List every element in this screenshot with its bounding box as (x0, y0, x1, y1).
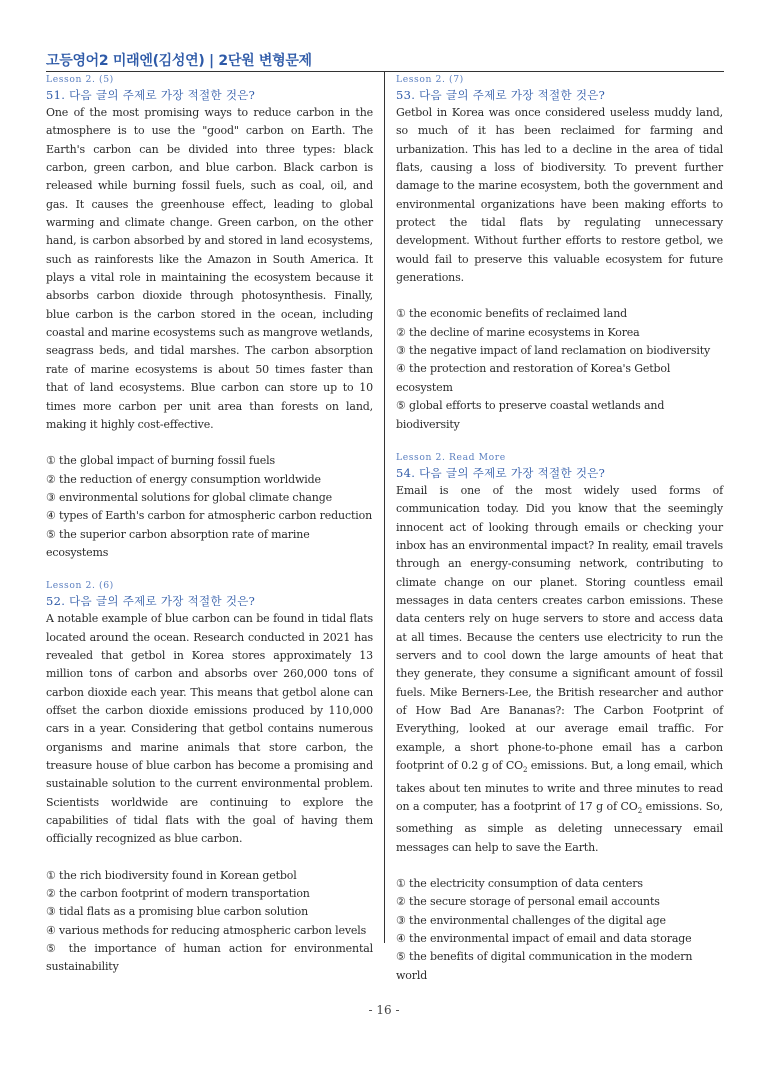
answer-options (396, 875, 723, 985)
passage: Getbol in Korea was once considered useless muddy land, so much of it has been reclaimed for farming and urbanization. This has led to a decline in the area of tidal flats, causing a loss of biodiversity. To prevent further damage to the marine ecosystem, both the government and environmental organizations have been making efforts to protect the tidal flats by regulating unnecessary development. Without further efforts to restore getbol, we would fail to preserve this valuable ecosystem for future generations. (396, 106, 723, 285)
option-2: ② the reduction of energy consumption worldwide (46, 472, 321, 486)
question-title: 51. 다음 글의 주제로 가장 적절한 것은? (46, 88, 256, 102)
option-2: ② the carbon footprint of modern transportation (46, 887, 310, 901)
header-rule (46, 71, 724, 72)
answer-options (46, 452, 373, 562)
option-1: ① the economic benefits of reclaimed land (396, 307, 628, 321)
lesson-label: Lesson 2. (6) (46, 580, 114, 592)
answer-options (46, 867, 373, 977)
option-2: ② the secure storage of personal email accounts (396, 895, 660, 909)
passage-part-a: Email is one of the most widely used forms of communication today. Did you know that the seemingly innocent act of looking through emails or checking your inbox has an environmental impact? In reality, email travels through an energy-consuming network, contributing to climate change on our planet. Storing countless email messages in data centers creates carbon emissions. These data centers rely on huge servers to store and access data at all times. Because the centers use electricity to run the servers and to cool down the large amounts of heat that they generate, they consume a significant amount of fossil fuels. Mike Berners-Lee, the British researcher and author of How Bad Are Bananas?: The Carbon Footprint of Everything, looked at our average email traffic. For example, a short phone-to-phone email has a carbon footprint of 0.2 g of CO (396, 483, 723, 772)
lesson-label: Lesson 2. (7) (396, 74, 464, 85)
option-1: ① the rich biodiversity found in Korean getbol (46, 868, 297, 882)
passage-part-c: emissions. So, something as simple as deleting unnecessary email messages can help to save the Earth. (396, 799, 724, 854)
option-1: ① the electricity consumption of data centers (396, 877, 643, 891)
option-4: ④ types of Earth's carbon for atmospheric carbon reduction (46, 509, 373, 523)
option-4: ④ various methods for reducing atmospheric carbon levels (46, 923, 367, 937)
option-3: ③ environmental solutions for global climate change (46, 490, 332, 504)
option-3: ③ the negative impact of land reclamation on biodiversity (396, 344, 711, 358)
passage: A notable example of blue carbon can be found in tidal flats located around the ocean. Research conducted in 2021 has revealed that getbol in Korea stores approximately 13 million tons of carbon and absorbs over 260,000 tons of carbon dioxide each year. This means that getbol alone can offset the carbon dioxide emissions produced by 110,000 cars in a year. Considering that getbol contains numerous organisms and marine animals that store carbon, the treasure house of blue carbon has become a promising and sustainable solution to the current environmental problem. Scientists worldwide are continuing to explore the capabilities of tidal flats with the goal of having them officially recognized as blue carbon. (46, 612, 373, 846)
option-4: ④ the protection and restoration of Korea's Getbol ecosystem (396, 362, 671, 394)
option-5: ⑤ global efforts to preserve coastal wetlands and biodiversity (396, 399, 665, 431)
left-column (46, 74, 373, 995)
subscript: 2 (522, 766, 528, 775)
option-5: ⑤ the benefits of digital communication in the modern world (396, 950, 693, 982)
subscript: 2 (637, 807, 642, 816)
option-1: ① the global impact of burning fossil fuels (46, 454, 275, 468)
answer-options (396, 305, 723, 433)
question-title: 54. 다음 글의 주제로 가장 적절한 것은? (396, 465, 606, 480)
page-number: - 16 - (368, 1003, 400, 1017)
question-53 (396, 74, 723, 434)
question-title: 53. 다음 글의 주제로 가장 적절한 것은? (396, 88, 606, 102)
page-title: 고등영어2 미래엔(김성연) | 2단원 변형문제 (46, 53, 312, 69)
lesson-label: Lesson 2. Read More (396, 451, 506, 463)
column-divider (384, 72, 385, 943)
question-title: 52. 다음 글의 주제로 가장 적절한 것은? (46, 594, 256, 609)
option-5: ⑤ the importance of human action for environmental sustainability (46, 942, 373, 974)
passage-part-b: emissions. But, a long email, which takes about ten minutes to write and three minutes to read on a computer, has a footprint of 17 g of CO (396, 759, 723, 813)
question-54 (396, 452, 723, 985)
option-2: ② the decline of marine ecosystems in Korea (396, 325, 640, 339)
lesson-label: Lesson 2. (5) (46, 74, 114, 85)
question-52 (46, 580, 373, 977)
passage (396, 482, 723, 857)
option-3: ③ tidal flats as a promising blue carbon solution (46, 905, 309, 919)
passage: One of the most promising ways to reduce carbon in the atmosphere is to use the "good" carbon on Earth. The Earth's carbon can be divided into three types: black carbon, green carbon, and blue carbon. Black carbon is released while burning fossil fuels, such as coal, oil, and gas. It causes the greenhouse effect, leading to global warming and climate change. Green carbon, on the other hand, is carbon absorbed by and stored in land ecosystems, such as rainforests like the Amazon in South America. It plays a vital role in maintaining the ecosystem because it absorbs carbon dioxide through photosynthesis. Finally, blue carbon is the carbon stored in the ocean, including coastal and marine ecosystems such as mangrove wetlands, seagrass beds, and tidal marshes. The carbon absorption rate of marine ecosystems is about 50 times faster than that of land ecosystems. Blue carbon can store up to 10 times more carbon per unit area than forests on land, making it highly cost-effective. (46, 106, 373, 431)
option-5: ⑤ the superior carbon absorption rate of marine ecosystems (46, 527, 310, 559)
question-51 (46, 74, 373, 562)
right-column (396, 74, 723, 1003)
option-4: ④ the environmental impact of email and data storage (396, 932, 692, 946)
option-3: ③ the environmental challenges of the digital age (396, 913, 666, 927)
